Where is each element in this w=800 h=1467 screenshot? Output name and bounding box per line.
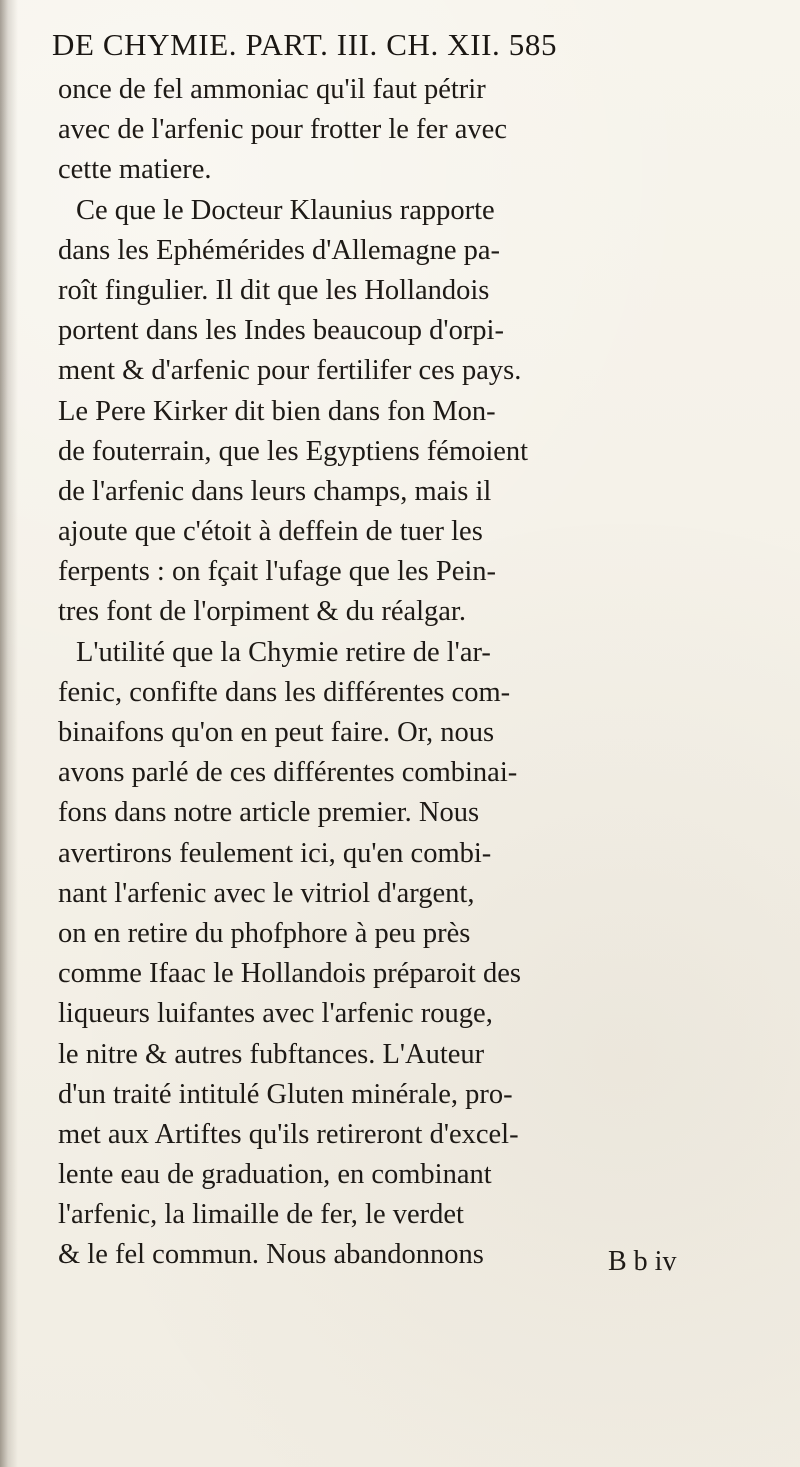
text-line-8: ment & d'arfenic pour fertilifer ces pays. xyxy=(58,355,522,387)
text-line-30: & le fel commun. Nous abandonnons xyxy=(58,1239,484,1271)
running-header: DE CHYMIE. PART. III. CH. XII. 585 xyxy=(52,27,558,62)
text-line-27: met aux Artiftes qu'ils retireront d'excel- xyxy=(58,1118,519,1150)
text-line-4: Ce que le Docteur Klaunius rapporte xyxy=(76,194,495,226)
text-line-21: nant l'arfenic avec le vitriol d'argent, xyxy=(58,877,475,909)
text-line-16: fenic, confifte dans les différentes com- xyxy=(58,676,511,708)
text-line-6: roît fingulier. Il dit que les Hollandois xyxy=(58,274,490,306)
page-binding-shadow xyxy=(0,0,18,1467)
signature-mark: B b iv xyxy=(608,1246,677,1277)
text-line-20: avertirons feulement ici, qu'en combi- xyxy=(58,837,492,869)
text-line-9: Le Pere Kirker dit bien dans fon Mon- xyxy=(58,395,496,427)
text-line-23: comme Ifaac le Hollandois préparoit des xyxy=(58,958,521,990)
text-line-28: lente eau de graduation, en combinant xyxy=(58,1159,492,1191)
text-line-15: L'utilité que la Chymie retire de l'ar- xyxy=(76,636,491,668)
text-line-10: de fouterrain, que les Egyptiens fémoient xyxy=(58,435,529,467)
text-line-26: d'un traité intitulé Gluten minérale, pro- xyxy=(58,1078,513,1110)
text-line-22: on en retire du phofphore à peu près xyxy=(58,917,471,949)
text-line-1: once de fel ammoniac qu'il faut pétrir xyxy=(58,74,486,105)
text-line-3: cette matiere. xyxy=(58,154,212,186)
text-line-7: portent dans les Indes beaucoup d'orpi- xyxy=(58,315,504,347)
text-line-18: avons parlé de ces différentes combinai- xyxy=(58,757,518,789)
text-line-5: dans les Ephémérides d'Allemagne pa- xyxy=(58,234,500,266)
text-line-17: binaifons qu'on en peut faire. Or, nous xyxy=(58,717,495,748)
text-line-14: tres font de l'orpiment & du réalgar. xyxy=(58,596,466,628)
text-line-19: fons dans notre article premier. Nous xyxy=(58,797,480,829)
text-line-13: ferpents : on fçait l'ufage que les Pein- xyxy=(58,556,497,588)
text-line-25: le nitre & autres fubftances. L'Auteur xyxy=(58,1038,485,1070)
text-line-2: avec de l'arfenic pour frotter le fer avec xyxy=(58,114,507,146)
text-line-29: l'arfenic, la limaille de fer, le verdet xyxy=(58,1199,464,1231)
text-line-24: liqueurs luifantes avec l'arfenic rouge, xyxy=(58,998,493,1030)
text-line-12: ajoute que c'étoit à deffein de tuer les xyxy=(58,516,483,548)
text-line-11: de l'arfenic dans leurs champs, mais il xyxy=(58,475,492,507)
main-text xyxy=(58,70,766,1276)
